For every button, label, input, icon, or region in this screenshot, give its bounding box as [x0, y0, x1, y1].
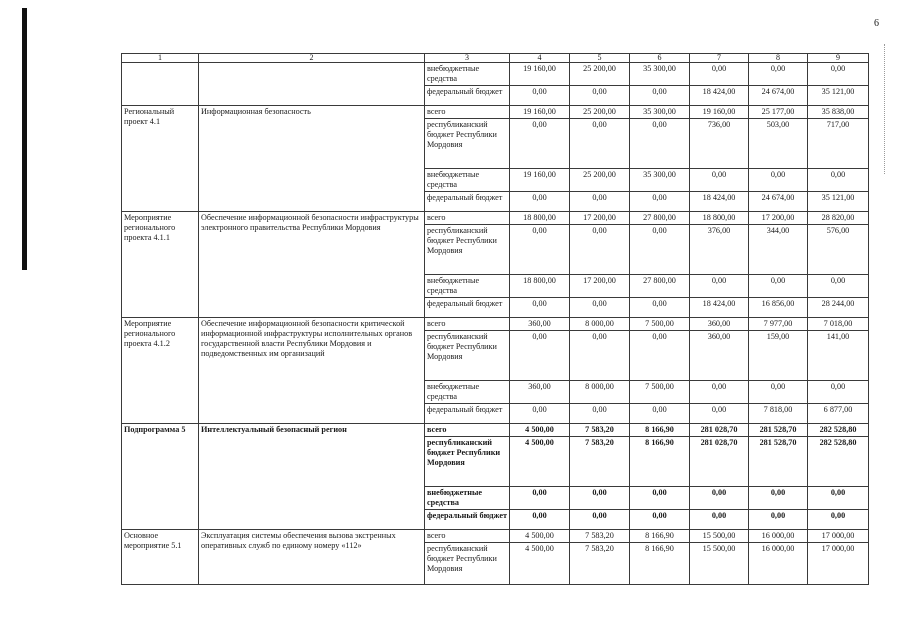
row-title-cell: Обеспечение информационной безопасности инфраструктуры электронного правительства Республики Мордовия: [199, 212, 425, 318]
row-title-cell: Обеспечение информационной безопасности критической информационной инфраструктуры исполнительных органов государственной власти Республики Мордовия и подведомственных им организаций: [199, 318, 425, 424]
row-code-cell: Основное мероприятие 5.1: [122, 530, 199, 585]
amount-cell: 0,00: [690, 510, 749, 530]
row-title-cell: Информационная безопасность: [199, 106, 425, 212]
amount-cell: 17 000,00: [808, 543, 869, 585]
amount-cell: 0,00: [630, 225, 690, 275]
amount-cell: 0,00: [808, 510, 869, 530]
funding-source-cell: всего: [425, 318, 510, 331]
amount-cell: 360,00: [510, 318, 570, 331]
amount-cell: 19 160,00: [690, 106, 749, 119]
column-number-row: [122, 54, 869, 63]
table-row: [122, 424, 869, 437]
amount-cell: 281 028,70: [690, 424, 749, 437]
amount-cell: 0,00: [630, 331, 690, 381]
funding-source-cell: внебюджетные средства: [425, 381, 510, 404]
amount-cell: 376,00: [690, 225, 749, 275]
amount-cell: 7 818,00: [749, 404, 808, 424]
amount-cell: 4 500,00: [510, 530, 570, 543]
table-row: [122, 106, 869, 119]
row-code-cell: [122, 63, 199, 106]
amount-cell: 0,00: [690, 63, 749, 86]
funding-source-cell: всего: [425, 212, 510, 225]
amount-cell: 16 000,00: [749, 530, 808, 543]
amount-cell: 19 160,00: [510, 63, 570, 86]
amount-cell: 159,00: [749, 331, 808, 381]
amount-cell: 7 500,00: [630, 381, 690, 404]
funding-source-cell: республиканский бюджет Республики Мордовия: [425, 331, 510, 381]
amount-cell: 0,00: [630, 119, 690, 169]
amount-cell: 25 200,00: [570, 169, 630, 192]
amount-cell: 0,00: [570, 225, 630, 275]
amount-cell: 17 200,00: [749, 212, 808, 225]
amount-cell: 0,00: [749, 63, 808, 86]
funding-source-cell: внебюджетные средства: [425, 63, 510, 86]
amount-cell: 0,00: [630, 487, 690, 510]
amount-cell: 35 300,00: [630, 169, 690, 192]
amount-cell: 15 500,00: [690, 530, 749, 543]
amount-cell: 28 244,00: [808, 298, 869, 318]
amount-cell: 8 166,90: [630, 424, 690, 437]
amount-cell: 0,00: [749, 510, 808, 530]
amount-cell: 35 121,00: [808, 192, 869, 212]
row-code-cell: Региональный проект 4.1: [122, 106, 199, 212]
column-number: 6: [630, 54, 690, 63]
amount-cell: 7 583,20: [570, 530, 630, 543]
amount-cell: 24 674,00: [749, 192, 808, 212]
amount-cell: 282 528,80: [808, 437, 869, 487]
amount-cell: 8 000,00: [570, 381, 630, 404]
amount-cell: 0,00: [808, 487, 869, 510]
amount-cell: 35 121,00: [808, 86, 869, 106]
amount-cell: 18 800,00: [510, 212, 570, 225]
amount-cell: 35 300,00: [630, 106, 690, 119]
amount-cell: 18 424,00: [690, 298, 749, 318]
amount-cell: 7 583,20: [570, 437, 630, 487]
amount-cell: 8 166,90: [630, 543, 690, 585]
amount-cell: 0,00: [749, 487, 808, 510]
amount-cell: 18 800,00: [690, 212, 749, 225]
amount-cell: 0,00: [808, 275, 869, 298]
amount-cell: 0,00: [808, 381, 869, 404]
amount-cell: 8 166,90: [630, 437, 690, 487]
funding-source-cell: федеральный бюджет: [425, 86, 510, 106]
row-code-cell: Мероприятие регионального проекта 4.1.2: [122, 318, 199, 424]
amount-cell: 19 160,00: [510, 169, 570, 192]
amount-cell: 16 856,00: [749, 298, 808, 318]
amount-cell: 7 583,20: [570, 543, 630, 585]
amount-cell: 0,00: [630, 298, 690, 318]
amount-cell: 0,00: [690, 169, 749, 192]
table-row: [122, 63, 869, 86]
amount-cell: 18 424,00: [690, 192, 749, 212]
column-number: 8: [749, 54, 808, 63]
amount-cell: 4 500,00: [510, 543, 570, 585]
amount-cell: 360,00: [510, 381, 570, 404]
amount-cell: 0,00: [808, 63, 869, 86]
funding-source-cell: внебюджетные средства: [425, 275, 510, 298]
amount-cell: 8 000,00: [570, 318, 630, 331]
amount-cell: 27 800,00: [630, 275, 690, 298]
amount-cell: 35 300,00: [630, 63, 690, 86]
scan-edge-dots: [884, 44, 895, 174]
amount-cell: 0,00: [570, 86, 630, 106]
amount-cell: 0,00: [690, 275, 749, 298]
amount-cell: 17 200,00: [570, 212, 630, 225]
funding-source-cell: всего: [425, 106, 510, 119]
table-row: [122, 318, 869, 331]
amount-cell: 16 000,00: [749, 543, 808, 585]
amount-cell: 0,00: [690, 381, 749, 404]
amount-cell: 717,00: [808, 119, 869, 169]
amount-cell: 0,00: [570, 298, 630, 318]
row-code-cell: Мероприятие регионального проекта 4.1.1: [122, 212, 199, 318]
column-number: 5: [570, 54, 630, 63]
amount-cell: 0,00: [570, 119, 630, 169]
amount-cell: 18 424,00: [690, 86, 749, 106]
amount-cell: 360,00: [690, 318, 749, 331]
amount-cell: 18 800,00: [510, 275, 570, 298]
funding-source-cell: всего: [425, 530, 510, 543]
table-row: [122, 530, 869, 543]
amount-cell: 344,00: [749, 225, 808, 275]
amount-cell: 0,00: [510, 119, 570, 169]
amount-cell: 8 166,90: [630, 530, 690, 543]
amount-cell: 281 528,70: [749, 424, 808, 437]
amount-cell: 0,00: [570, 404, 630, 424]
amount-cell: 0,00: [690, 487, 749, 510]
amount-cell: 25 200,00: [570, 106, 630, 119]
page-number: 6: [874, 18, 879, 29]
amount-cell: 7 583,20: [570, 424, 630, 437]
amount-cell: 17 000,00: [808, 530, 869, 543]
funding-source-cell: внебюджетные средства: [425, 487, 510, 510]
amount-cell: 7 977,00: [749, 318, 808, 331]
amount-cell: 0,00: [630, 404, 690, 424]
column-number: 7: [690, 54, 749, 63]
amount-cell: 0,00: [749, 169, 808, 192]
amount-cell: 25 200,00: [570, 63, 630, 86]
amount-cell: 0,00: [570, 487, 630, 510]
row-code-cell: Подпрограмма 5: [122, 424, 199, 530]
amount-cell: 27 800,00: [630, 212, 690, 225]
funding-source-cell: федеральный бюджет: [425, 404, 510, 424]
amount-cell: 17 200,00: [570, 275, 630, 298]
column-number: 9: [808, 54, 869, 63]
amount-cell: 7 018,00: [808, 318, 869, 331]
amount-cell: 19 160,00: [510, 106, 570, 119]
amount-cell: 0,00: [510, 86, 570, 106]
column-number: 3: [425, 54, 510, 63]
amount-cell: 0,00: [630, 510, 690, 530]
funding-source-cell: республиканский бюджет Республики Мордовия: [425, 437, 510, 487]
amount-cell: 0,00: [630, 86, 690, 106]
amount-cell: 0,00: [510, 404, 570, 424]
amount-cell: 4 500,00: [510, 424, 570, 437]
amount-cell: 0,00: [570, 510, 630, 530]
funding-source-cell: федеральный бюджет: [425, 510, 510, 530]
amount-cell: 0,00: [749, 275, 808, 298]
funding-source-cell: федеральный бюджет: [425, 192, 510, 212]
amount-cell: 281 028,70: [690, 437, 749, 487]
funding-source-cell: республиканский бюджет Республики Мордовия: [425, 543, 510, 585]
amount-cell: 7 500,00: [630, 318, 690, 331]
amount-cell: 736,00: [690, 119, 749, 169]
amount-cell: 15 500,00: [690, 543, 749, 585]
budget-table-body: [122, 63, 869, 585]
row-title-cell: [199, 63, 425, 106]
amount-cell: 141,00: [808, 331, 869, 381]
amount-cell: 282 528,80: [808, 424, 869, 437]
amount-cell: 0,00: [510, 487, 570, 510]
amount-cell: 0,00: [510, 192, 570, 212]
amount-cell: 25 177,00: [749, 106, 808, 119]
amount-cell: 576,00: [808, 225, 869, 275]
amount-cell: 28 820,00: [808, 212, 869, 225]
amount-cell: 0,00: [630, 192, 690, 212]
funding-source-cell: всего: [425, 424, 510, 437]
row-title-cell: Эксплуатация системы обеспечения вызова экстренных оперативных служб по единому номеру «112»: [199, 530, 425, 585]
column-number: 1: [122, 54, 199, 63]
amount-cell: 0,00: [749, 381, 808, 404]
amount-cell: 0,00: [690, 404, 749, 424]
amount-cell: 6 877,00: [808, 404, 869, 424]
funding-source-cell: внебюджетные средства: [425, 169, 510, 192]
amount-cell: 360,00: [690, 331, 749, 381]
table-row: [122, 212, 869, 225]
amount-cell: 0,00: [808, 169, 869, 192]
amount-cell: 0,00: [510, 510, 570, 530]
funding-source-cell: республиканский бюджет Республики Мордовия: [425, 119, 510, 169]
scan-edge-bar: [22, 8, 27, 270]
budget-table: [121, 53, 869, 585]
row-title-cell: Интеллектуальный безопасный регион: [199, 424, 425, 530]
amount-cell: 24 674,00: [749, 86, 808, 106]
amount-cell: 0,00: [510, 225, 570, 275]
amount-cell: 4 500,00: [510, 437, 570, 487]
amount-cell: 281 528,70: [749, 437, 808, 487]
amount-cell: 0,00: [510, 298, 570, 318]
amount-cell: 503,00: [749, 119, 808, 169]
amount-cell: 35 838,00: [808, 106, 869, 119]
column-number: 4: [510, 54, 570, 63]
amount-cell: 0,00: [570, 331, 630, 381]
funding-source-cell: федеральный бюджет: [425, 298, 510, 318]
amount-cell: 0,00: [570, 192, 630, 212]
column-number: 2: [199, 54, 425, 63]
funding-source-cell: республиканский бюджет Республики Мордовия: [425, 225, 510, 275]
amount-cell: 0,00: [510, 331, 570, 381]
